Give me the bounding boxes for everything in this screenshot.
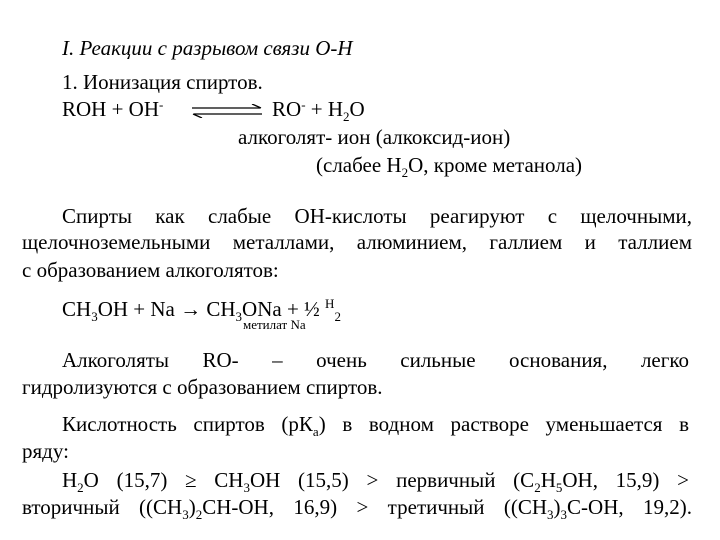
page-title: I. Реакции с разрывом связи О-Н — [62, 36, 353, 60]
equilibrium-arrow-icon — [190, 104, 264, 118]
paragraph-1-line-2: щелочноземельными металлами, алюминием, галлием и таллием — [22, 230, 692, 254]
paragraph-2-line-1: Алкоголяты RO- – очень сильные основания, легко — [62, 348, 689, 372]
paragraph-3-line-2: ряду: — [22, 439, 69, 463]
acidity-note: (слабее $H_2O$, кроме метанола) — [316, 153, 583, 180]
paragraph-1-line-1: Спирты как слабые ОН-кислоты реагируют с щелочными, — [62, 204, 692, 228]
product-name: алкоголят- ион (алкоксид-ион) — [238, 125, 511, 149]
ionization-equation-left: ROH + OH- — [62, 97, 164, 121]
acidity-series-line-2: вторичный ($(CH_3)_2CH-OH$, 16,9) > третичный ($(CH_3)_3C-OH$, 19,2). — [22, 495, 692, 522]
paragraph-3-line-1: Кислотность спиртов $(рК_а)$ в водном растворе уменьшается в — [62, 412, 689, 439]
methylate-label: метилат Na — [243, 317, 306, 332]
sodium-methoxide-equation: $CH_3OH + Na \to CH_3ONa$ + ½ $^H_2$ — [62, 296, 341, 324]
acidity-series-line-1: $H_2O$ $(15,7) \ge CH_3OH$ (15,5) > первичный ($C_2H_5OH$, 15,9) > — [62, 468, 689, 495]
ionization-equation-right: $RO^- + H_2O$ — [272, 97, 365, 124]
paragraph-1-line-3: с образованием алкоголятов: — [22, 258, 279, 282]
paragraph-2-line-2: гидролизуются с образованием спиртов. — [22, 375, 383, 399]
section-heading: 1. Ионизация спиртов. — [62, 70, 263, 94]
